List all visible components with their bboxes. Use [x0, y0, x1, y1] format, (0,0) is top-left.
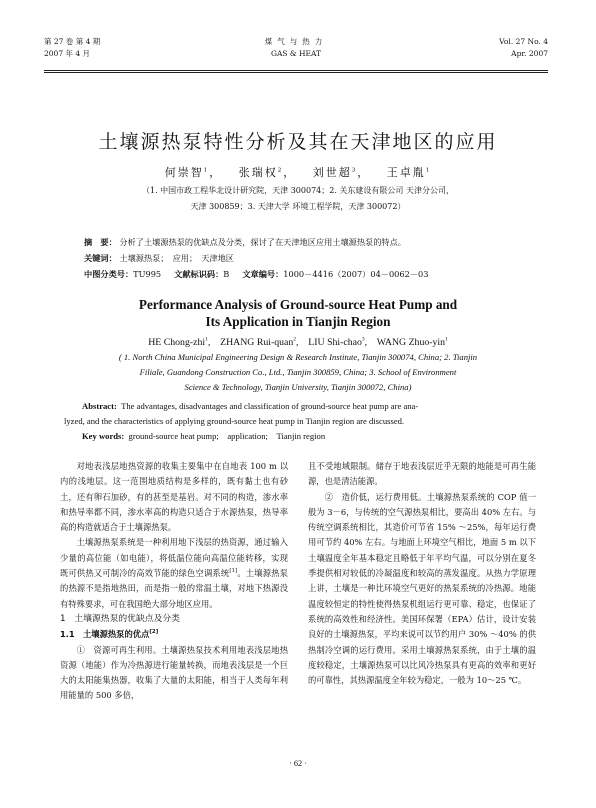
body-column-left	[60, 459, 288, 704]
affiliation-en	[0, 350, 596, 395]
keywords-text-cn: 土壤源热泵； 应用； 天津地区	[119, 253, 234, 263]
paper-title-cn: 土壤源热泵特性分析及其在天津地区的应用	[98, 131, 498, 153]
body-paragraph: 对地表浅层地热资源的收集主要集中在自地表 100 m 以内的浅地层。这一范围地质结构是多样的，既有黏土也有砂土，还有卵石加砂，有的甚至是基岩。对不同的构造，渗水率和热导率都不同，渗水率高的构造只适合于水源热泵，热导率高的构造就适合于土壤源热泵。	[60, 461, 288, 533]
volume-issue-en: Vol. 27 No. 4	[499, 37, 548, 46]
body-column-right	[308, 459, 536, 688]
running-header	[44, 36, 548, 68]
publication-date-en: Apr. 2007	[511, 49, 548, 58]
author-name: ZHANG Rui-quan	[220, 337, 294, 348]
header-rule-second	[44, 72, 548, 73]
author-name: 何崇智	[164, 166, 204, 179]
author-name: 张瑞权	[238, 166, 278, 179]
article-number-label: 文章编号：	[242, 269, 284, 279]
author-affiliation-mark: 3	[351, 167, 358, 174]
abstract-line	[64, 399, 532, 414]
header-center	[44, 36, 548, 60]
abstract-text-cn: 分析了土壤源热泵的优缺点及分类，探讨了在天津地区应用土壤源热泵的特点。	[119, 237, 406, 247]
title-line: Performance Analysis of Ground-source Heat Pump and	[138, 297, 458, 312]
keywords-label-en: Key words:	[82, 431, 125, 441]
affiliation-line: 天津 300859；3. 天津大学 环境工程学院，天津 300072）	[190, 202, 406, 211]
body-paragraph: ① 资源可再生利用。土壤源热泵技术利用地表浅层地热资源（地能）作为冷热源进行能量转换，而地表浅层是一个巨大的太阳能集热器，收集了大量的太阳能，相当于人类每年利用能量的 500 多倍，	[60, 644, 288, 701]
author-affiliation-mark: 1	[425, 167, 432, 174]
abstract-label-en: Abstract:	[82, 401, 117, 411]
classification-cn	[84, 266, 536, 282]
paragraph-text: 土壤源热泵系统是一种利用地下浅层的热资源，通过输入少量的高位能（如电能），将低温位能向高温位能转移，实现既可供热又可制冷的高效节能的绿色空调系统	[60, 537, 288, 579]
paper-title-en	[0, 296, 596, 330]
body-paragraph	[60, 535, 288, 611]
clc-number: TU995	[133, 269, 162, 279]
author-affiliation-mark: 1	[445, 336, 448, 343]
article-number: 1000－4416（2007）04－0062－03	[283, 269, 429, 279]
journal-name-cn: 煤气与热力	[264, 37, 328, 46]
section-heading: 1 土壤源热泵的优缺点及分类	[60, 613, 180, 624]
heading-text: 1.1 土壤源热泵的优点	[60, 629, 150, 640]
doc-code: B	[223, 269, 230, 279]
subsection-heading	[60, 627, 288, 642]
author-name: HE Chong-zhi	[148, 337, 206, 348]
body-paragraph: ② 造价低，运行费用低。土壤源热泵系统的 COP 值一般为 3－6，与传统的空气源热泵相比，要高出 40% 左右。与传统空调系统相比，其造价可节省 15% ～25%，每年运行费用可节约 40% 左右。与地面上环境空气相比，地面 5 m 以下土壤温度全年基本稳定且略低于年平均气温，可以分别在夏冬季提供相对较低的冷凝温度和较高的蒸发温度。从热力学原理上讲，土壤是一种比环境空气更好的热泵系统的冷热源。地能温度较恒定的特性使得热泵机组运行更可靠、稳定，也保证了系统的高效性和经济性。美国环保署（EPA）估计，设计安装良好的土壤源热泵，平均来说可以节约用户 30% ～40% 的供热制冷空调的运行费用。采用土壤源热泵系统，由于土壤的温度较稳定，土壤源热泵可以比风冷热泵具有更高的效率和更好的可靠性，其热源温度全年较为稳定，一般为 10～25 ℃。	[308, 491, 536, 686]
author-name: WANG Zhuo-yin	[376, 337, 446, 348]
body-paragraph: 且不受地域限制。储存于地表浅层近乎无限的地能是可再生能源，也是清洁能源。	[308, 461, 536, 487]
page-number: · 62 ·	[289, 759, 307, 768]
volume-issue: 第 27 卷 第 4 期	[44, 37, 101, 46]
abstract-cn	[84, 234, 536, 250]
affiliation-line: ( 1. North China Municipal Engineering Design & Research Institute, Tianjin 300074, China; 2. Tianjin	[118, 352, 478, 362]
clc-label: 中图分类号：	[84, 269, 134, 279]
affiliation-cn	[0, 183, 596, 215]
affiliation-line: Science & Technology, Tianjin University, Tianjin 300072, China)	[184, 382, 412, 392]
author-affiliation-mark: 3	[361, 336, 365, 343]
author-list-cn: 何崇智$^1$， 张瑞权$^2$， 刘世超$^3$， 王卓胤$^1$	[164, 166, 432, 179]
affiliation-line: （1. 中国市政工程华北设计研究院，天津 300074；2. 关东建设有限公司 天津分公司，	[142, 186, 454, 195]
author-name: LIU Shi-chao	[308, 337, 362, 348]
header-rule	[44, 70, 548, 71]
author-name: 刘世超	[312, 166, 352, 179]
citation-mark: [1]	[229, 568, 238, 575]
author-affiliation-mark: 2	[293, 336, 297, 343]
title-line: Its Application in Tianjin Region	[205, 314, 391, 329]
abstract-line: lyzed, and the characteristics of applying ground-source heat pump in Tianjin region are discussed.	[64, 416, 405, 426]
abstract-en	[64, 399, 532, 444]
abstract-label-cn: 摘 要：	[84, 237, 117, 247]
abstract-text-en: The advantages, disadvantages and classification of ground-source heat pump are ana-	[121, 401, 419, 411]
keywords-text-en: ground-source heat pump; application; Tianjin region	[128, 431, 326, 441]
keywords-cn	[84, 250, 536, 266]
author-list-en: HE Chong-zhi$^1$, ZHANG Rui-quan$^2$, LIU Shi-chao$^3$, WANG Zhuo-yin$^1$	[148, 336, 448, 348]
journal-name-en: GAS & HEAT	[270, 49, 321, 58]
publication-date-cn: 2007 年 4 月	[44, 49, 91, 58]
author-affiliation-mark: 1	[205, 336, 208, 343]
keywords-en	[64, 429, 532, 444]
citation-mark: [2]	[149, 629, 159, 636]
doc-code-label: 文献标识码：	[174, 269, 224, 279]
header-right	[499, 36, 548, 60]
author-affiliation-mark: 2	[277, 167, 284, 174]
paragraph-text: 。土壤源热泵的热源不是指地热田，而是指一般的常温土壤，对地下热源没有特殊要求，可在我国绝大部分地区应用。	[60, 568, 288, 609]
author-affiliation-mark: 1	[203, 167, 210, 174]
affiliation-line: Filiale, Guandong Construction Co., Ltd., Tianjin 300859, China; 3. School of Environment	[139, 367, 457, 377]
keywords-label-cn: 关键词：	[84, 253, 117, 263]
author-name: 王卓胤	[386, 166, 426, 179]
